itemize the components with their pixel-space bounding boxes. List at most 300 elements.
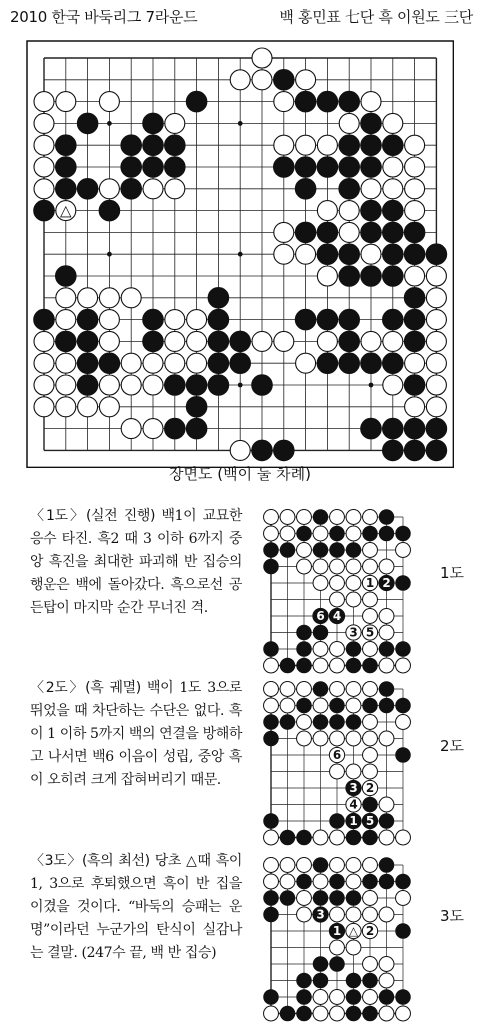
white-stone: [317, 201, 337, 221]
white-stone: [165, 113, 185, 133]
white-stone: [165, 310, 185, 330]
white-stone: [187, 331, 207, 351]
white-stone: [363, 858, 378, 873]
white-stone: [379, 658, 394, 673]
white-stone: [379, 830, 394, 845]
white-stone: [78, 288, 98, 308]
white-stone: [296, 244, 316, 264]
white-stone: [280, 510, 295, 525]
move-number: △: [348, 924, 359, 939]
commentary-3-title: 〈3도〉(흑의 최선): [30, 853, 150, 869]
white-stone: [313, 1006, 328, 1021]
page-header: [10, 6, 475, 28]
black-stone: [165, 375, 186, 396]
white-stone: [346, 682, 361, 697]
black-stone: [143, 331, 164, 352]
black-stone: [383, 353, 404, 374]
black-stone: [329, 714, 345, 730]
black-stone: [329, 542, 345, 558]
white-stone: [396, 891, 411, 906]
star-point: [369, 383, 374, 388]
black-stone: [383, 440, 404, 461]
white-stone: [405, 353, 425, 373]
white-stone: [317, 331, 337, 351]
black-stone: [329, 874, 345, 890]
white-stone: [297, 715, 312, 730]
white-stone: [34, 92, 54, 112]
move-number: 1: [349, 814, 358, 829]
white-stone: [313, 576, 328, 591]
black-stone: [361, 135, 382, 156]
move-number: 6: [316, 609, 325, 624]
white-stone: [56, 375, 76, 395]
move-number: 2: [365, 924, 375, 939]
move-number: 3: [349, 781, 358, 796]
black-stone: [280, 542, 296, 558]
black-stone: [313, 681, 329, 697]
commentary-1-text: 백1이 교묘한 응수 타진. 흑2 때 3 이하 6까지 중앙 흑진을 최대한 파괴해 반 집승의 행운은 백에 돌아갔다. 흑으로선 공든탑이 마지막 순간 무너진 격.: [30, 508, 242, 616]
black-stone: [395, 923, 411, 939]
move-number: 2: [382, 576, 391, 591]
black-stone: [77, 309, 98, 330]
black-stone: [379, 813, 395, 829]
black-stone: [383, 200, 404, 221]
black-stone: [121, 135, 142, 156]
white-stone: [346, 592, 361, 607]
commentary-diagram-1: [30, 505, 242, 620]
black-stone: [263, 813, 279, 829]
black-stone: [379, 509, 395, 525]
black-stone: [208, 353, 229, 374]
black-stone: [346, 542, 362, 558]
black-stone: [313, 890, 329, 906]
star-point: [107, 121, 112, 126]
white-stone: [313, 731, 328, 746]
black-stone: [313, 857, 329, 873]
white-stone: [379, 609, 394, 624]
black-stone: [379, 857, 395, 873]
white-stone: [379, 1006, 394, 1021]
black-stone: [339, 309, 360, 330]
black-stone: [208, 309, 229, 330]
white-stone: [297, 731, 312, 746]
white-stone: [280, 526, 295, 541]
black-stone: [143, 309, 164, 330]
white-stone: [99, 288, 119, 308]
white-stone: [330, 940, 345, 955]
black-stone: [165, 418, 186, 439]
black-stone: [361, 200, 382, 221]
star-point: [238, 121, 243, 126]
white-stone: [346, 698, 361, 713]
black-stone: [329, 698, 345, 714]
white-stone: [379, 907, 394, 922]
commentary-1-title: 〈1도〉(실전 진행): [30, 508, 156, 524]
white-stone: [264, 1006, 279, 1021]
white-stone: [313, 658, 328, 673]
white-stone: [330, 858, 345, 873]
white-stone: [187, 310, 207, 330]
diagram-1-label: 1도: [440, 564, 465, 582]
diagram-3-label: 3도: [440, 907, 465, 925]
black-stone: [395, 575, 411, 591]
black-stone: [56, 266, 77, 287]
black-stone: [77, 375, 98, 396]
black-stone: [379, 989, 395, 1005]
white-stone: [313, 559, 328, 574]
black-stone: [263, 641, 279, 657]
black-stone: [346, 1006, 362, 1022]
white-stone: [396, 543, 411, 558]
white-stone: [363, 907, 378, 922]
white-stone: [396, 1006, 411, 1021]
black-stone: [404, 222, 425, 243]
white-stone: [363, 543, 378, 558]
white-stone: [330, 510, 345, 525]
white-stone: [264, 526, 279, 541]
white-stone: [280, 682, 295, 697]
black-stone: [263, 989, 279, 1005]
white-stone: [313, 642, 328, 657]
white-stone: [383, 113, 403, 133]
white-stone: [346, 858, 361, 873]
move-number: 3: [316, 907, 325, 922]
black-stone: [34, 200, 55, 221]
white-stone: [121, 288, 141, 308]
white-stone: [396, 658, 411, 673]
black-stone: [346, 830, 362, 846]
white-stone: [426, 353, 446, 373]
white-stone: [346, 874, 361, 889]
black-stone: [361, 113, 382, 134]
black-stone: [339, 244, 360, 265]
white-stone: [330, 907, 345, 922]
black-stone: [329, 813, 345, 829]
white-stone: [34, 353, 54, 373]
black-stone: [313, 625, 329, 641]
white-stone: [405, 135, 425, 155]
white-stone: [143, 419, 163, 439]
white-stone: [363, 592, 378, 607]
black-stone: [252, 375, 273, 396]
move-number: 1: [332, 924, 342, 939]
black-stone: [186, 91, 207, 112]
black-stone: [56, 331, 77, 352]
white-stone: [379, 973, 394, 988]
black-stone: [165, 157, 186, 178]
white-stone: [297, 543, 312, 558]
black-stone: [263, 731, 279, 747]
black-stone: [295, 179, 316, 200]
black-stone: [395, 526, 411, 542]
white-stone: [330, 990, 345, 1005]
black-stone: [313, 542, 329, 558]
black-stone: [295, 157, 316, 178]
white-stone: [346, 940, 361, 955]
diagram-3-board: [262, 856, 416, 1027]
white-stone: [297, 907, 312, 922]
black-stone: [383, 244, 404, 265]
white-stone: [346, 907, 361, 922]
black-stone: [208, 331, 229, 352]
white-stone: [99, 92, 119, 112]
black-stone: [280, 890, 296, 906]
black-stone: [362, 1006, 378, 1022]
white-stone: [143, 179, 163, 199]
white-stone: [78, 397, 98, 417]
white-stone: [187, 353, 207, 373]
white-stone: [264, 682, 279, 697]
white-stone: [363, 682, 378, 697]
black-stone: [395, 641, 411, 657]
black-stone: [99, 200, 120, 221]
white-stone: [34, 375, 54, 395]
black-stone: [317, 244, 338, 265]
black-stone: [362, 830, 378, 846]
white-stone: [99, 375, 119, 395]
black-stone: [362, 658, 378, 674]
black-stone: [404, 309, 425, 330]
black-stone: [362, 698, 378, 714]
white-stone: [56, 92, 76, 112]
black-stone: [346, 890, 362, 906]
black-stone: [263, 890, 279, 906]
black-stone: [317, 91, 338, 112]
white-stone: [426, 375, 446, 395]
black-stone: [99, 353, 120, 374]
black-stone: [186, 418, 207, 439]
commentary-2-text: 백이 1도 3으로 뛰었을 때 차단하는 수단은 없다. 흑이 1 이하 5까지 백의 연결을 방해하고 나서면 백6 이음이 성립, 중앙 흑이 오히려 크게 잡혀버리기 때문.: [30, 680, 242, 788]
white-stone: [280, 858, 295, 873]
white-stone: [252, 48, 272, 68]
white-stone: [121, 353, 141, 373]
black-stone: [329, 526, 345, 542]
black-stone: [274, 70, 295, 91]
black-stone: [296, 658, 312, 674]
black-stone: [346, 641, 362, 657]
white-stone: [34, 179, 54, 199]
white-stone: [313, 526, 328, 541]
move-number: 6: [332, 748, 342, 763]
black-stone: [346, 989, 362, 1005]
white-stone: [296, 70, 316, 90]
black-stone: [56, 135, 77, 156]
white-stone: [346, 559, 361, 574]
white-stone: [296, 353, 316, 373]
white-stone: [317, 135, 337, 155]
white-stone: [280, 698, 295, 713]
white-stone: [330, 559, 345, 574]
black-stone: [426, 418, 447, 439]
black-stone: [404, 288, 425, 309]
black-stone: [339, 135, 360, 156]
black-stone: [404, 440, 425, 461]
black-stone: [186, 397, 207, 418]
white-stone: [396, 715, 411, 730]
black-stone: [143, 135, 164, 156]
white-stone: [363, 891, 378, 906]
black-stone: [361, 266, 382, 287]
white-stone: [363, 510, 378, 525]
black-stone: [395, 698, 411, 714]
black-stone: [263, 714, 279, 730]
white-stone: [379, 559, 394, 574]
black-stone: [362, 973, 378, 989]
white-stone: [34, 113, 54, 133]
black-stone: [186, 375, 207, 396]
white-stone: [330, 830, 345, 845]
white-stone: [264, 858, 279, 873]
black-stone: [143, 157, 164, 178]
black-stone: [121, 179, 142, 200]
black-stone: [296, 698, 312, 714]
black-stone: [346, 973, 362, 989]
black-stone: [280, 830, 296, 846]
white-stone: [252, 331, 272, 351]
black-stone: [383, 309, 404, 330]
black-stone: [313, 973, 329, 989]
black-stone: [426, 244, 447, 265]
black-stone: [77, 113, 98, 134]
black-stone: [361, 418, 382, 439]
black-stone: [296, 989, 312, 1005]
white-stone: [330, 592, 345, 607]
white-stone: [361, 179, 381, 199]
white-stone: [264, 874, 279, 889]
black-stone: [317, 222, 338, 243]
move-number: 4: [349, 797, 358, 812]
white-stone: [346, 731, 361, 746]
event-title: 2010 한국 바둑리그 7라운드: [10, 8, 198, 26]
white-stone: [383, 331, 403, 351]
white-stone: [121, 375, 141, 395]
white-stone: [405, 179, 425, 199]
white-stone: [363, 990, 378, 1005]
white-stone: [346, 510, 361, 525]
white-stone: [426, 397, 446, 417]
black-stone: [339, 353, 360, 374]
black-stone: [296, 973, 312, 989]
white-stone: [330, 764, 345, 779]
white-stone: [274, 135, 294, 155]
white-stone: [363, 957, 378, 972]
white-stone: [280, 874, 295, 889]
white-stone: [99, 397, 119, 417]
move-number: 1: [365, 576, 375, 591]
black-stone: [329, 890, 345, 906]
black-stone: [165, 135, 186, 156]
black-stone: [362, 797, 378, 813]
white-stone: [143, 375, 163, 395]
black-stone: [263, 542, 279, 558]
black-stone: [383, 266, 404, 287]
white-stone: [56, 353, 76, 373]
black-stone: [379, 681, 395, 697]
black-stone: [313, 509, 329, 525]
white-stone: [264, 510, 279, 525]
black-stone: [395, 989, 411, 1005]
black-stone: [230, 331, 251, 352]
black-stone: [280, 714, 296, 730]
commentary-2-title: 〈2도〉(흑 궤멸): [30, 680, 141, 696]
white-stone: [339, 113, 359, 133]
white-stone: [361, 244, 381, 264]
white-stone: [361, 92, 381, 112]
black-stone: [339, 331, 360, 352]
white-stone: [405, 157, 425, 177]
diagram-1-board: [262, 508, 416, 679]
white-stone: [396, 830, 411, 845]
black-stone: [362, 874, 378, 890]
white-stone: [363, 642, 378, 657]
black-stone: [77, 331, 98, 352]
white-stone: [297, 559, 312, 574]
black-stone: [383, 222, 404, 243]
commentary-diagram-3: [30, 850, 242, 965]
white-stone: [346, 576, 361, 591]
white-stone: [296, 135, 316, 155]
black-stone: [346, 658, 362, 674]
white-stone: [264, 658, 279, 673]
white-stone: [264, 830, 279, 845]
black-stone: [379, 698, 395, 714]
black-stone: [395, 747, 411, 763]
black-stone: [404, 418, 425, 439]
white-stone: [56, 397, 76, 417]
player-names: 백 홍민표 七단 흑 이원도 三단: [279, 8, 473, 26]
move-number: 5: [365, 625, 375, 640]
white-stone: [426, 331, 446, 351]
black-stone: [295, 309, 316, 330]
move-number: 3: [349, 625, 358, 640]
black-stone: [296, 830, 312, 846]
black-stone: [395, 874, 411, 890]
main-board-caption: 장면도 (백이 둘 차례): [169, 465, 311, 483]
white-stone: [426, 266, 446, 286]
white-stone: [379, 625, 394, 640]
white-stone: [230, 70, 250, 90]
white-stone: [363, 609, 378, 624]
white-stone: [230, 440, 250, 460]
black-stone: [404, 375, 425, 396]
white-stone: [252, 70, 272, 90]
white-stone: [383, 375, 403, 395]
white-stone: [297, 510, 312, 525]
white-stone: [426, 288, 446, 308]
white-stone: [383, 157, 403, 177]
black-stone: [362, 526, 378, 542]
black-stone: [252, 440, 273, 461]
black-stone: [56, 179, 77, 200]
white-stone: [363, 764, 378, 779]
white-stone: [99, 331, 119, 351]
black-stone: [404, 331, 425, 352]
black-stone: [339, 91, 360, 112]
black-stone: [263, 559, 279, 575]
commentary-diagram-2: [30, 677, 242, 792]
white-stone: [383, 179, 403, 199]
move-number: 2: [365, 781, 375, 796]
white-stone: [405, 201, 425, 221]
white-stone: [405, 397, 425, 417]
black-stone: [296, 874, 312, 890]
black-stone: [296, 641, 312, 657]
white-stone: [379, 957, 394, 972]
white-stone: [330, 682, 345, 697]
black-stone: [230, 353, 251, 374]
white-stone: [264, 698, 279, 713]
star-point: [238, 252, 243, 257]
